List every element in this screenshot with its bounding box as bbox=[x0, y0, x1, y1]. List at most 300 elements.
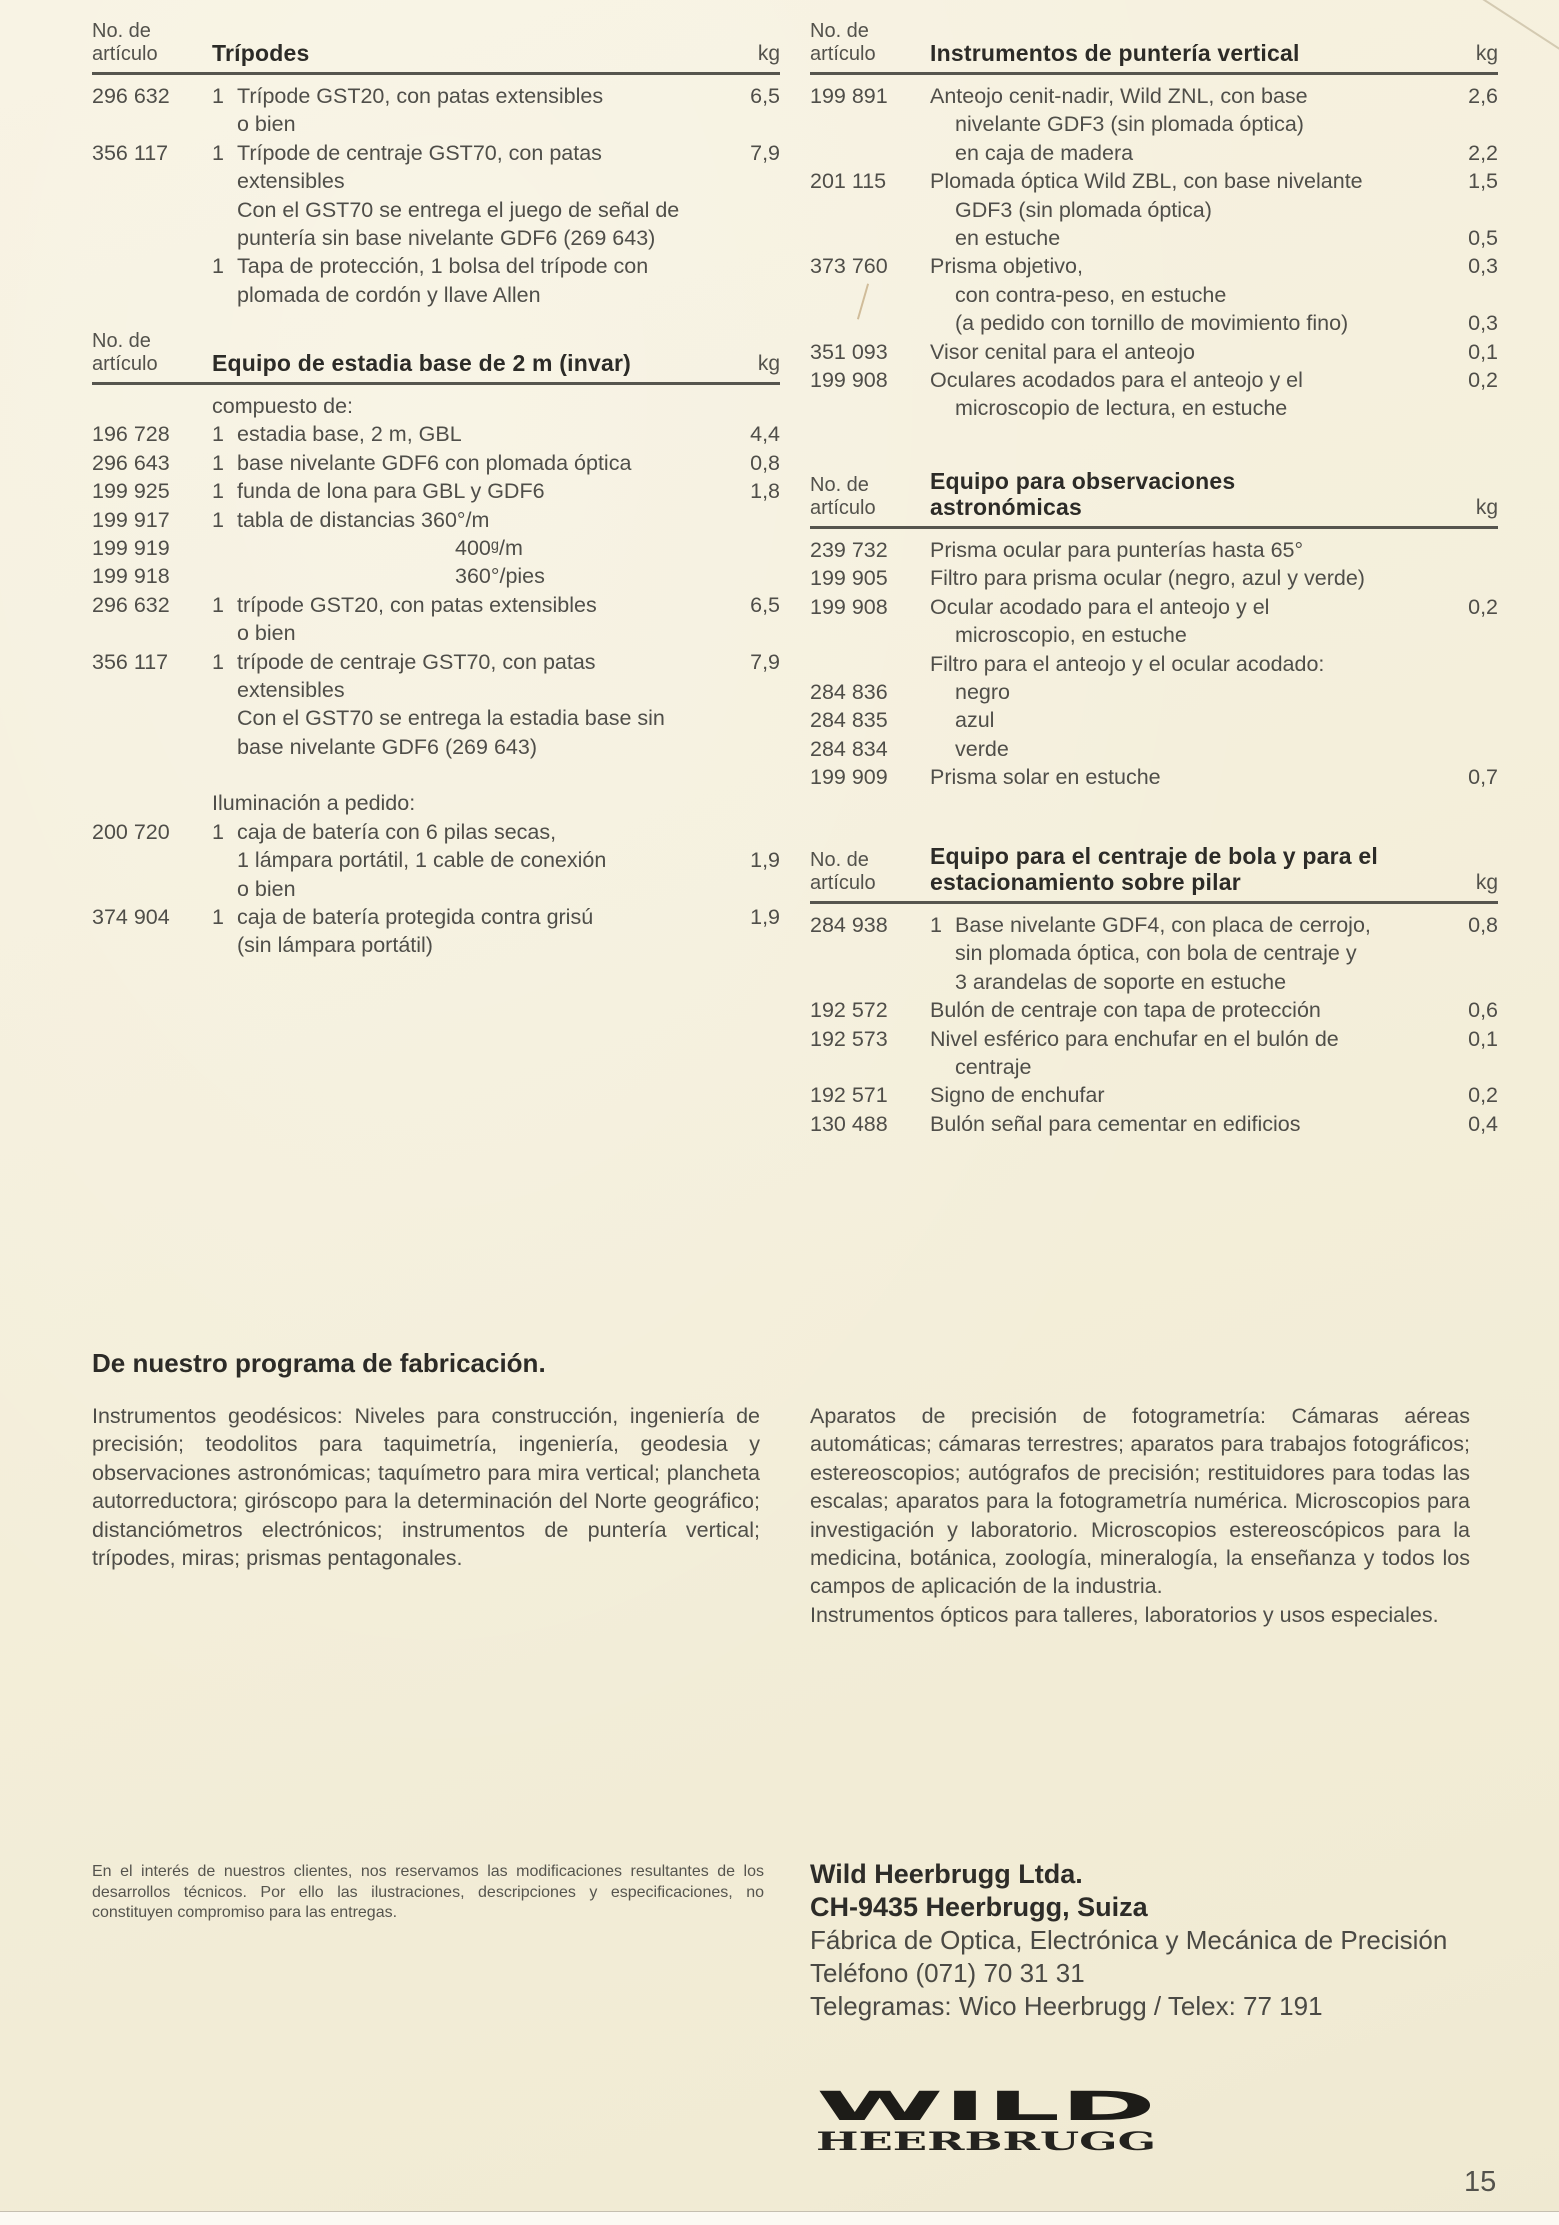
description-text: Plomada óptica Wild ZBL, con base nivelante bbox=[930, 169, 1363, 194]
table-rows bbox=[810, 911, 1498, 1138]
kg-column-label: kg bbox=[1475, 871, 1498, 894]
program-paragraph-right bbox=[810, 1402, 1470, 1629]
table-title: Equipo para observaciones astronómicas bbox=[930, 468, 1236, 520]
table-row bbox=[92, 139, 780, 167]
item-description bbox=[212, 392, 725, 420]
article-number: 199 918 bbox=[92, 564, 170, 589]
item-weight bbox=[1443, 706, 1498, 734]
article-number bbox=[92, 733, 212, 761]
description-text: Prisma ocular para punterías hasta 65° bbox=[930, 538, 1304, 562]
table-tripodes bbox=[92, 20, 780, 309]
item-weight: 6,5 bbox=[750, 84, 780, 108]
item-weight bbox=[725, 534, 780, 562]
item-description bbox=[212, 196, 725, 224]
article-number: 192 572 bbox=[810, 998, 888, 1023]
description-text: 400ᵍ/m bbox=[455, 535, 523, 560]
item-description bbox=[930, 564, 1443, 592]
article-number: 199 919 bbox=[92, 535, 170, 560]
item-description bbox=[930, 309, 1443, 337]
description-text: verde bbox=[955, 736, 1009, 761]
table-rows bbox=[92, 392, 780, 960]
article-number: 199 917 bbox=[92, 507, 170, 532]
table-row bbox=[810, 706, 1498, 734]
table-row bbox=[810, 763, 1498, 791]
item-description bbox=[212, 875, 725, 903]
description-text: puntería sin base nivelante GDF6 (269 643) bbox=[237, 225, 656, 250]
table-centraje-de-bola bbox=[810, 843, 1498, 1138]
item-description bbox=[930, 1081, 1443, 1109]
table-row bbox=[92, 619, 780, 647]
quantity: 1 bbox=[212, 254, 224, 279]
item-description bbox=[212, 252, 725, 280]
item-description bbox=[212, 733, 725, 761]
table-row bbox=[92, 648, 780, 676]
table-row bbox=[92, 534, 780, 562]
item-description bbox=[930, 1053, 1443, 1081]
item-weight: 0,7 bbox=[1468, 765, 1498, 790]
item-weight: 0,4 bbox=[1468, 1111, 1498, 1136]
description-text: base nivelante GDF6 con plomada óptica bbox=[237, 450, 632, 475]
table-row bbox=[92, 931, 780, 959]
description-text: compuesto de: bbox=[212, 394, 354, 418]
item-description bbox=[212, 562, 725, 590]
article-number bbox=[810, 281, 930, 309]
item-description bbox=[930, 593, 1443, 621]
description-text: extensibles bbox=[237, 169, 345, 194]
program-paragraph-left bbox=[92, 1402, 760, 1572]
item-weight bbox=[1443, 394, 1498, 422]
item-description bbox=[212, 903, 725, 931]
heerbrugg-wordmark: HEERBRUGG bbox=[816, 2127, 1156, 2156]
item-weight bbox=[1443, 735, 1498, 763]
table-row bbox=[810, 939, 1498, 967]
table-row bbox=[810, 678, 1498, 706]
item-weight bbox=[1443, 281, 1498, 309]
paragraph-text: Instrumentos ópticos para talleres, laboratorios y usos especiales. bbox=[810, 1602, 1439, 1627]
item-weight: 2,6 bbox=[1468, 84, 1498, 108]
article-number bbox=[92, 167, 212, 195]
description-text: Trípode de centraje GST70, con patas bbox=[237, 140, 602, 165]
article-number bbox=[92, 224, 212, 252]
article-number bbox=[92, 281, 212, 309]
description-text: Oculares acodados para el anteojo y el bbox=[930, 367, 1303, 392]
item-description bbox=[930, 394, 1443, 422]
item-weight: 0,1 bbox=[1468, 1026, 1498, 1051]
item-weight bbox=[725, 562, 780, 590]
item-description bbox=[930, 939, 1443, 967]
kg-column-label: kg bbox=[757, 42, 780, 65]
description-text: estadia base, 2 m, GBL bbox=[237, 422, 462, 447]
item-description bbox=[930, 763, 1443, 791]
article-number: 199 925 bbox=[92, 479, 170, 504]
header-rule bbox=[92, 72, 780, 75]
table-rows bbox=[810, 82, 1498, 423]
table-header bbox=[810, 20, 1498, 66]
company-name: Wild Heerbrugg Ltda. bbox=[810, 1859, 1083, 1889]
description-text: Trípode GST20, con patas extensibles bbox=[237, 84, 604, 108]
kg-column-label: kg bbox=[1475, 42, 1498, 65]
table-row bbox=[92, 506, 780, 534]
table-row bbox=[810, 224, 1498, 252]
article-number: 199 908 bbox=[810, 367, 888, 392]
company-address-block bbox=[810, 1858, 1559, 2023]
item-description bbox=[212, 506, 725, 534]
item-description bbox=[930, 196, 1443, 224]
description-text: plomada de cordón y llave Allen bbox=[237, 282, 541, 307]
table-row bbox=[810, 196, 1498, 224]
item-weight: 6,5 bbox=[750, 592, 780, 617]
item-description bbox=[212, 534, 725, 562]
description-text: 360°/pies bbox=[455, 564, 545, 589]
description-text: (sin lámpara portátil) bbox=[237, 933, 433, 958]
item-description bbox=[212, 648, 725, 676]
description-text: Iluminación a pedido: bbox=[212, 791, 416, 816]
item-weight: 0,2 bbox=[1468, 594, 1498, 619]
table-row bbox=[810, 252, 1498, 280]
description-text: Con el GST70 se entrega la estadia base sin bbox=[237, 706, 665, 731]
item-weight: 1,9 bbox=[750, 848, 780, 873]
description-text: centraje bbox=[955, 1054, 1032, 1079]
item-weight bbox=[725, 252, 780, 280]
item-description bbox=[930, 110, 1443, 138]
item-weight bbox=[725, 196, 780, 224]
table-header bbox=[92, 330, 780, 376]
item-weight: 0,2 bbox=[1468, 1083, 1498, 1108]
table-row bbox=[92, 167, 780, 195]
table-row bbox=[810, 650, 1498, 678]
quantity: 1 bbox=[212, 507, 224, 532]
item-description bbox=[212, 449, 725, 477]
table-row bbox=[810, 309, 1498, 337]
article-number: 192 571 bbox=[810, 1083, 888, 1108]
description-text: extensibles bbox=[237, 677, 345, 702]
table-header bbox=[810, 843, 1498, 895]
article-number: 192 573 bbox=[810, 1026, 888, 1051]
description-text: Bulón de centraje con tapa de protección bbox=[930, 998, 1321, 1023]
description-text: microscopio de lectura, en estuche bbox=[955, 396, 1288, 421]
item-weight bbox=[725, 224, 780, 252]
item-weight bbox=[1443, 621, 1498, 649]
kg-column-label: kg bbox=[757, 352, 780, 375]
description-text: Visor cenital para el anteojo bbox=[930, 339, 1195, 364]
item-description bbox=[930, 735, 1443, 763]
quantity: 1 bbox=[212, 819, 224, 844]
item-weight: 7,9 bbox=[750, 140, 780, 165]
table-row bbox=[810, 139, 1498, 167]
description-text: (a pedido con tornillo de movimiento fino) bbox=[955, 311, 1349, 336]
item-description bbox=[212, 789, 725, 817]
article-number-column-label: No. de artículo bbox=[92, 20, 158, 65]
article-number bbox=[810, 968, 930, 996]
article-number bbox=[810, 621, 930, 649]
description-text: Tapa de protección, 1 bolsa del trípode con bbox=[237, 254, 649, 279]
description-text: Signo de enchufar bbox=[930, 1083, 1105, 1108]
item-description bbox=[212, 846, 725, 874]
item-weight bbox=[725, 761, 780, 789]
table-row bbox=[92, 224, 780, 252]
description-text: Nivel esférico para enchufar en el bulón de bbox=[930, 1026, 1339, 1051]
wild-heerbrugg-logo bbox=[806, 2086, 1166, 2158]
header-rule bbox=[810, 901, 1498, 904]
description-text: funda de lona para GBL y GDF6 bbox=[237, 479, 545, 504]
quantity: 1 bbox=[930, 913, 942, 937]
description-text: Con el GST70 se entrega el juego de señal de bbox=[237, 197, 680, 222]
description-text: Bulón señal para cementar en edificios bbox=[930, 1111, 1301, 1136]
item-description bbox=[930, 1110, 1443, 1138]
table-row bbox=[810, 338, 1498, 366]
table-row bbox=[810, 1053, 1498, 1081]
table-row bbox=[810, 1081, 1498, 1109]
item-weight bbox=[1443, 110, 1498, 138]
item-description bbox=[930, 621, 1443, 649]
table-row bbox=[810, 536, 1498, 564]
item-weight: 0,5 bbox=[1468, 225, 1498, 250]
table-row bbox=[92, 252, 780, 280]
item-description bbox=[212, 167, 725, 195]
item-weight bbox=[725, 733, 780, 761]
description-text: Prisma objetivo, bbox=[930, 254, 1083, 279]
description-text: en estuche bbox=[955, 225, 1061, 250]
company-factory-line: Fábrica de Optica, Electrónica y Mecánica de Precisión bbox=[810, 1925, 1448, 1955]
article-number bbox=[92, 392, 212, 420]
quantity: 1 bbox=[212, 140, 224, 165]
description-text: Ocular acodado para el anteojo y el bbox=[930, 594, 1270, 619]
article-number: 296 643 bbox=[92, 450, 170, 475]
item-description bbox=[930, 678, 1443, 706]
paragraph-text: Instrumentos geodésicos: Niveles para construcción, ingeniería de precisión; teodolitos para taquimetría, ingeniería, geodesia y observaciones astronómicas; taquímetro para mira vertical; plancheta autorreductora; giróscopo para la determinación del Norte geográfico; distanciómetros electrónicos; instrumentos de puntería vertical; trípodes, miras; prismas pentagonales. bbox=[92, 1404, 760, 1571]
paragraph-text: Aparatos de precisión de fotogrametría: Cámaras aéreas automáticas; cámaras terrestres; aparatos para trabajos fotográficos; estereoscopios; autógrafos de precisión; restituidores para todas las escalas; aparatos para la fotogrametría numérica. Microscopios para investigación y laboratorio. Microscopios estereoscópicos para la medicina, botánica, zoología, mineralogía, la enseñanza y todos los campos de aplicación de la industria. bbox=[810, 1404, 1470, 1599]
description-text: trípode de centraje GST70, con patas bbox=[237, 649, 596, 674]
header-rule bbox=[810, 72, 1498, 75]
article-number: 284 938 bbox=[810, 913, 888, 937]
description-text: Filtro para prisma ocular (negro, azul y verde) bbox=[930, 566, 1365, 591]
article-number: 296 632 bbox=[92, 592, 170, 617]
article-number bbox=[810, 196, 930, 224]
article-number bbox=[92, 761, 212, 789]
item-description bbox=[212, 591, 725, 619]
item-weight: 4,4 bbox=[750, 422, 780, 447]
item-weight bbox=[725, 704, 780, 732]
article-number bbox=[92, 676, 212, 704]
item-weight bbox=[1443, 196, 1498, 224]
table-row bbox=[92, 477, 780, 505]
item-description bbox=[930, 366, 1443, 394]
article-number: 200 720 bbox=[92, 819, 170, 844]
article-number bbox=[810, 650, 930, 678]
article-number bbox=[92, 846, 212, 874]
table-equipo-estadia bbox=[92, 330, 780, 960]
article-number: 199 891 bbox=[810, 84, 888, 108]
quantity: 1 bbox=[212, 649, 224, 674]
item-weight bbox=[725, 167, 780, 195]
table-row bbox=[810, 110, 1498, 138]
table-row bbox=[810, 1110, 1498, 1138]
article-number bbox=[92, 196, 212, 224]
article-number: 351 093 bbox=[810, 339, 888, 364]
article-number: 199 905 bbox=[810, 566, 888, 591]
table-rows bbox=[810, 536, 1498, 792]
item-description bbox=[212, 761, 725, 789]
table-row bbox=[810, 564, 1498, 592]
table-title: Equipo de estadia base de 2 m (invar) bbox=[212, 350, 631, 376]
item-description bbox=[930, 968, 1443, 996]
article-number bbox=[810, 1053, 930, 1081]
article-number bbox=[810, 110, 930, 138]
item-description bbox=[930, 706, 1443, 734]
quantity: 1 bbox=[212, 450, 224, 475]
quantity: 1 bbox=[212, 479, 224, 504]
article-number: 296 632 bbox=[92, 84, 170, 108]
item-weight: 7,9 bbox=[750, 649, 780, 674]
disclaimer-text: En el interés de nuestros clientes, nos reservamos las modificaciones resultantes de los desarrollos técnicos. Por ello las ilustraciones, descripciones y especificaciones, no constituyen compromiso para las entregas. bbox=[92, 1863, 764, 1921]
item-description bbox=[930, 139, 1443, 167]
kg-column-label: kg bbox=[1475, 496, 1498, 519]
article-number: 130 488 bbox=[810, 1111, 888, 1136]
description-text: caja de batería con 6 pilas secas, bbox=[237, 819, 557, 844]
table-row bbox=[92, 789, 780, 817]
item-description bbox=[212, 110, 725, 138]
item-weight: 0,6 bbox=[1468, 998, 1498, 1023]
wild-wordmark: WILD bbox=[816, 2086, 1156, 2130]
table-row bbox=[92, 761, 780, 789]
article-number-column-label: No. de artículo bbox=[810, 849, 876, 894]
description-text: o bien bbox=[237, 112, 296, 137]
table-row bbox=[92, 562, 780, 590]
item-weight bbox=[725, 281, 780, 309]
article-number-column-label: No. de artículo bbox=[810, 20, 876, 65]
item-description bbox=[212, 704, 725, 732]
item-weight bbox=[725, 619, 780, 647]
item-description bbox=[212, 619, 725, 647]
item-weight: 0,3 bbox=[1468, 254, 1498, 279]
article-number: 196 728 bbox=[92, 422, 170, 447]
article-number: 284 835 bbox=[810, 708, 888, 733]
table-row bbox=[92, 449, 780, 477]
description-text: GDF3 (sin plomada óptica) bbox=[955, 197, 1212, 222]
table-row bbox=[92, 196, 780, 224]
item-weight bbox=[725, 789, 780, 817]
description-text: trípode GST20, con patas extensibles bbox=[237, 592, 597, 617]
description-text: o bien bbox=[237, 876, 296, 901]
article-number-column-label: No. de artículo bbox=[810, 474, 876, 519]
article-number: 239 732 bbox=[810, 538, 888, 562]
description-text: azul bbox=[955, 708, 995, 733]
item-weight bbox=[725, 392, 780, 420]
table-row bbox=[92, 818, 780, 846]
item-description bbox=[930, 338, 1443, 366]
table-row bbox=[92, 281, 780, 309]
table-row bbox=[810, 366, 1498, 394]
quantity: 1 bbox=[212, 592, 224, 617]
table-title: Trípodes bbox=[212, 40, 310, 66]
item-description bbox=[212, 420, 725, 448]
table-row bbox=[810, 593, 1498, 621]
item-weight: 1,5 bbox=[1468, 169, 1498, 194]
item-weight bbox=[1443, 968, 1498, 996]
item-description bbox=[930, 281, 1443, 309]
item-weight bbox=[1443, 1053, 1498, 1081]
description-text: tabla de distancias 360°/m bbox=[237, 507, 490, 532]
table-row bbox=[92, 733, 780, 761]
article-number bbox=[92, 110, 212, 138]
section-heading: De nuestro programa de fabricación. bbox=[92, 1348, 546, 1378]
description-text: 3 arandelas de soporte en estuche bbox=[955, 969, 1287, 994]
table-header bbox=[92, 20, 780, 66]
description-text: Filtro para el anteojo y el ocular acodado: bbox=[930, 651, 1325, 676]
item-description bbox=[212, 281, 725, 309]
article-number bbox=[810, 224, 930, 252]
article-number: 201 115 bbox=[810, 169, 887, 194]
article-number: 284 836 bbox=[810, 679, 888, 704]
article-number bbox=[92, 619, 212, 647]
item-weight: 0,2 bbox=[1468, 367, 1498, 392]
item-description bbox=[930, 82, 1443, 110]
item-description bbox=[212, 224, 725, 252]
table-punteria-vertical bbox=[810, 20, 1498, 423]
article-number bbox=[92, 252, 212, 280]
item-weight bbox=[725, 506, 780, 534]
item-weight: 2,2 bbox=[1468, 140, 1498, 165]
table-header bbox=[810, 468, 1498, 520]
article-number: 356 117 bbox=[92, 140, 169, 165]
article-number-column-label: No. de artículo bbox=[92, 330, 158, 375]
article-number bbox=[92, 931, 212, 959]
description-text: o bien bbox=[237, 621, 296, 646]
article-number bbox=[810, 309, 930, 337]
article-number bbox=[810, 139, 930, 167]
item-description bbox=[930, 1025, 1443, 1053]
table-row bbox=[92, 875, 780, 903]
description-text: 1 lámpara portátil, 1 cable de conexión bbox=[237, 848, 607, 873]
scan-bottom-edge bbox=[0, 2211, 1559, 2225]
item-weight bbox=[725, 875, 780, 903]
article-number: 284 834 bbox=[810, 736, 888, 761]
item-weight bbox=[1443, 939, 1498, 967]
description-text: Prisma solar en estuche bbox=[930, 765, 1161, 790]
quantity: 1 bbox=[212, 905, 224, 930]
article-number bbox=[92, 704, 212, 732]
article-number: 199 908 bbox=[810, 594, 888, 619]
table-row bbox=[810, 621, 1498, 649]
article-number: 373 760 bbox=[810, 254, 888, 279]
description-text: base nivelante GDF6 (269 643) bbox=[237, 734, 537, 759]
table-row bbox=[92, 420, 780, 448]
item-weight: 0,1 bbox=[1468, 339, 1498, 364]
description-text: en caja de madera bbox=[955, 140, 1134, 165]
item-weight bbox=[725, 931, 780, 959]
item-weight bbox=[725, 676, 780, 704]
table-title: Instrumentos de puntería vertical bbox=[930, 40, 1300, 66]
description-text: Anteojo cenit-nadir, Wild ZNL, con base bbox=[930, 84, 1308, 108]
table-observaciones-astronomicas bbox=[810, 468, 1498, 792]
description-text: negro bbox=[955, 679, 1010, 704]
item-weight bbox=[725, 818, 780, 846]
description-text: microscopio, en estuche bbox=[955, 623, 1187, 648]
item-weight: 0,3 bbox=[1468, 311, 1498, 336]
article-number: 374 904 bbox=[92, 905, 170, 930]
description-text: Base nivelante GDF4, con placa de cerrojo, bbox=[955, 913, 1371, 937]
table-row bbox=[92, 903, 780, 931]
page-number: 15 bbox=[1464, 2166, 1497, 2198]
item-description bbox=[212, 477, 725, 505]
item-description bbox=[212, 818, 725, 846]
table-row bbox=[92, 704, 780, 732]
table-row bbox=[810, 1025, 1498, 1053]
item-weight: 0,8 bbox=[750, 450, 780, 475]
company-phone: Teléfono (071) 70 31 31 bbox=[810, 1958, 1085, 1988]
item-description bbox=[930, 996, 1443, 1024]
table-row bbox=[810, 911, 1498, 939]
